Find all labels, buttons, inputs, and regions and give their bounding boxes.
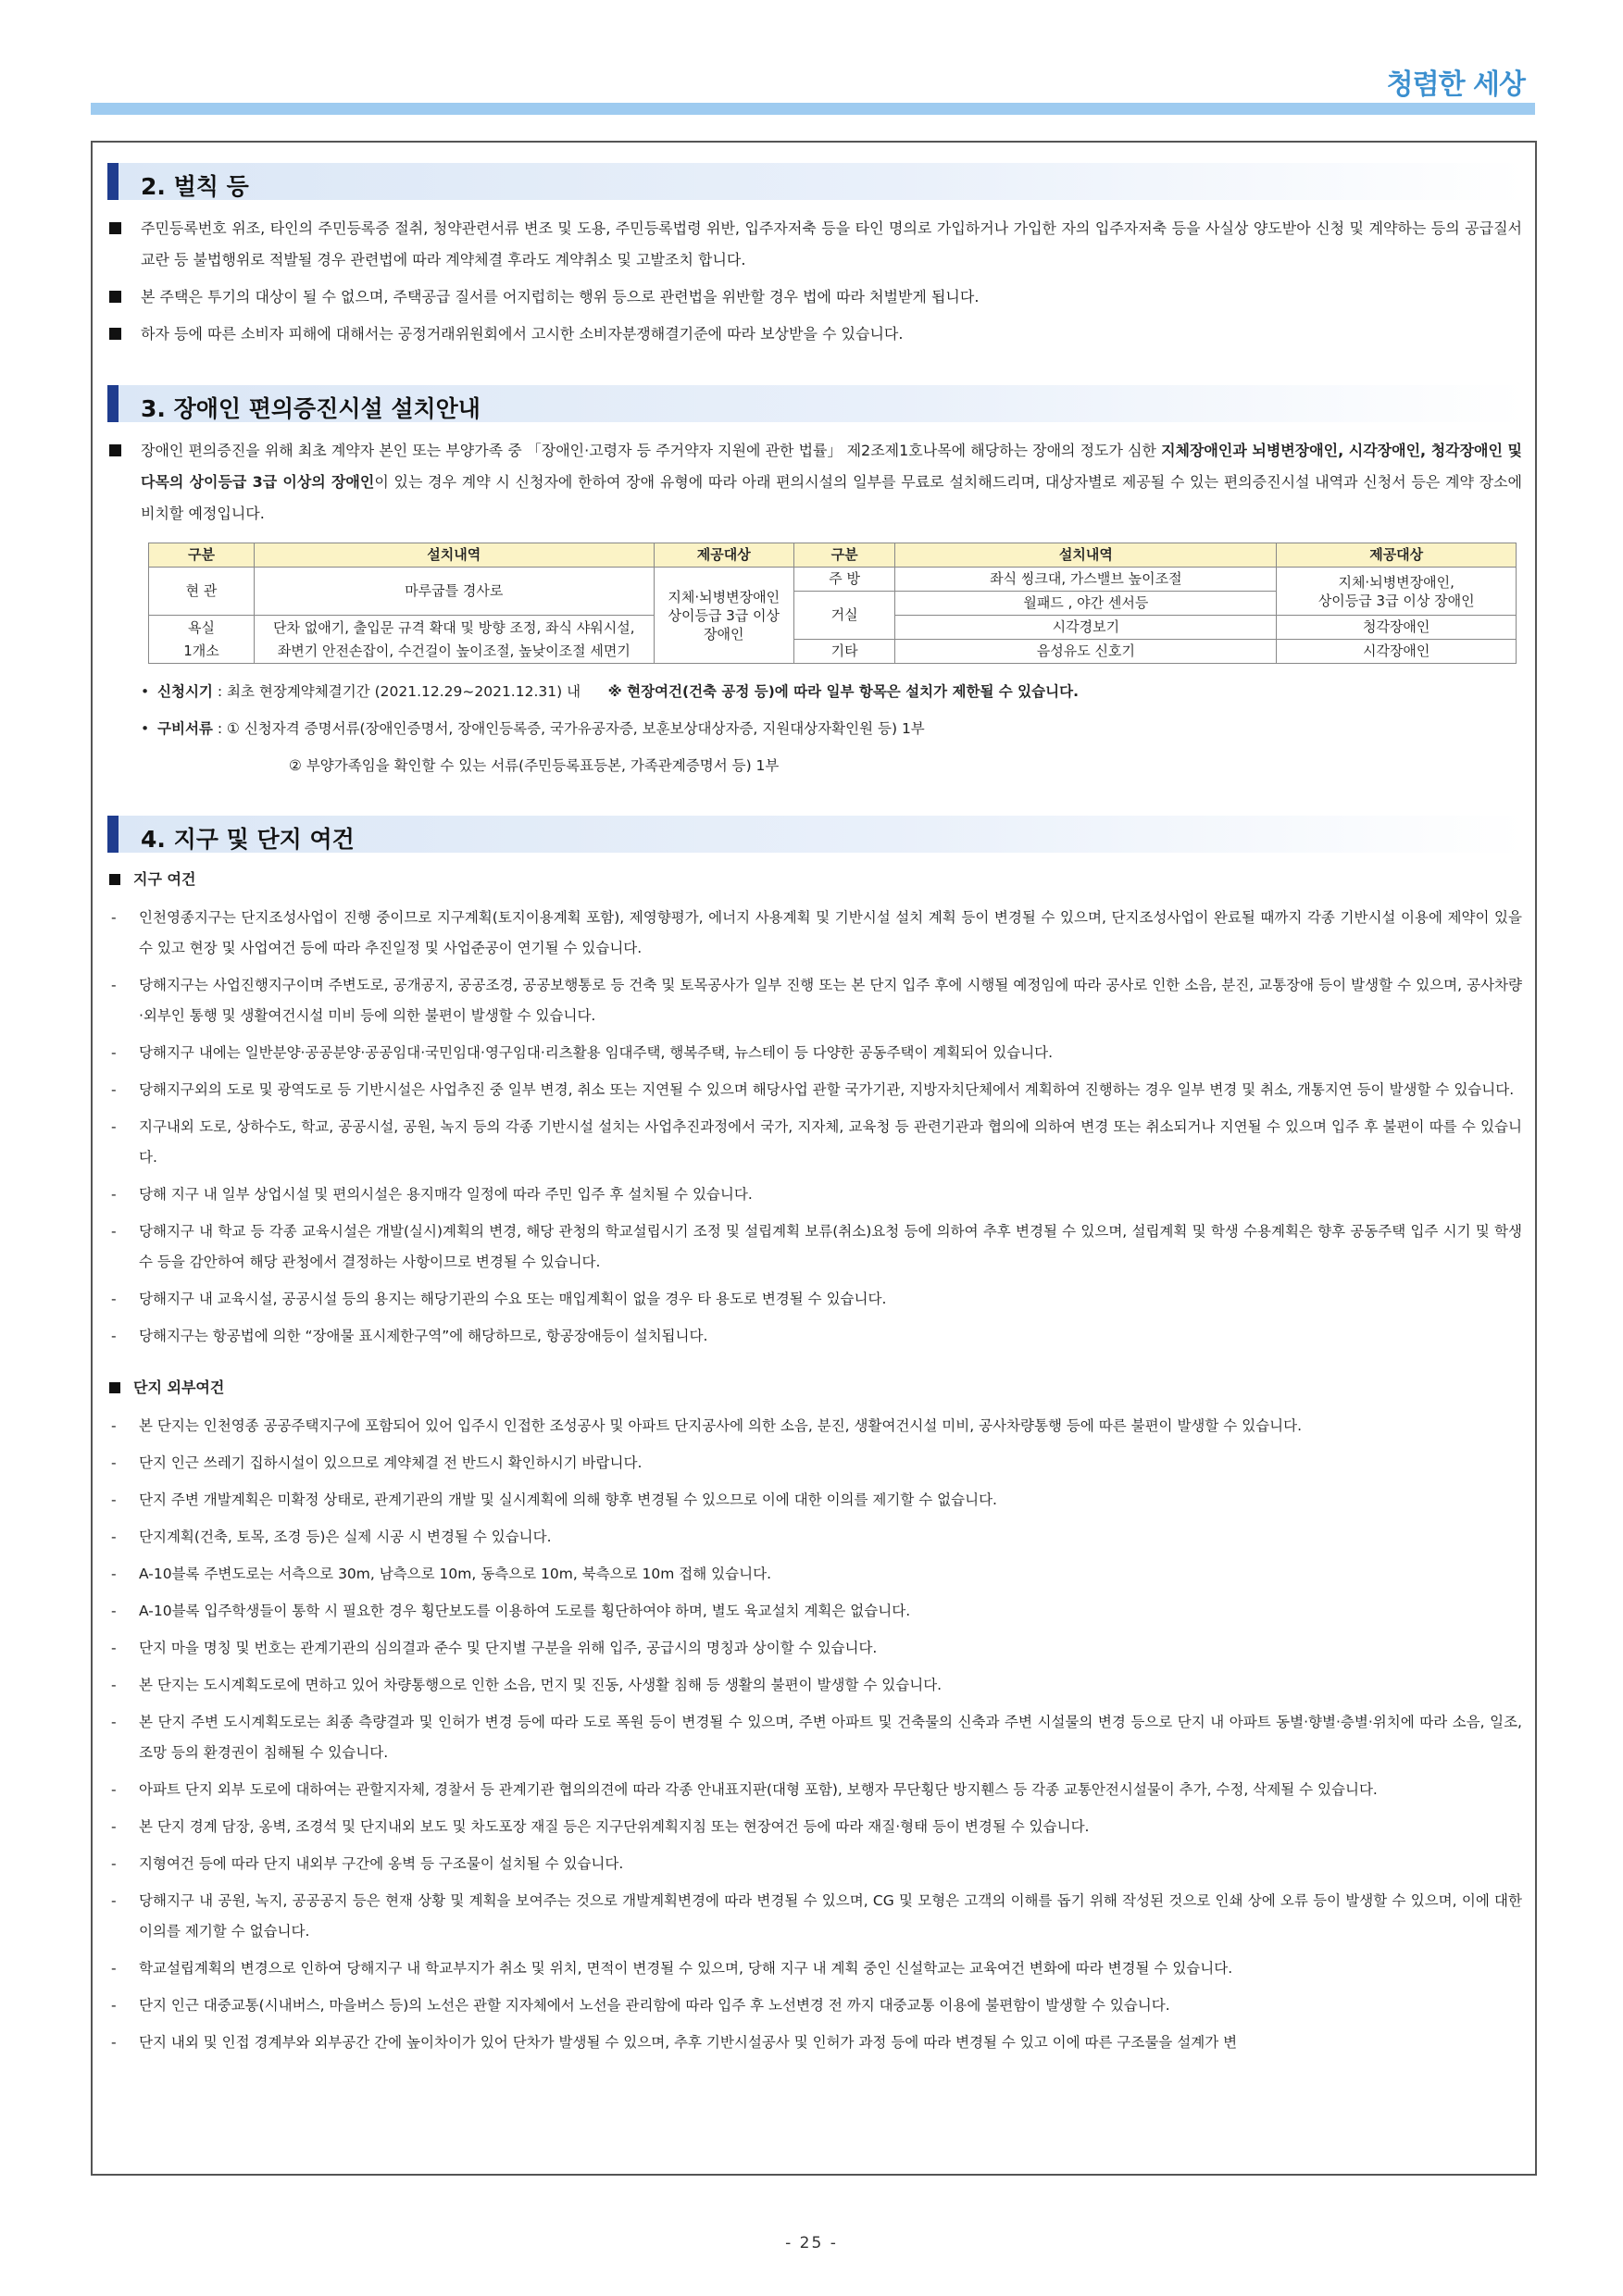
list-item: - 단지계획(건축, 토목, 조경 등)은 실제 시공 시 변경될 수 있습니다. (111, 1529, 552, 1545)
dot-bullet-icon: • (141, 720, 150, 737)
list-item-text: 학교설립계획의 변경으로 인하여 당해지구 내 학교부지가 취소 및 위치, 면적이 변경될 수 있으며, 당해 지구 내 계획 중인 신설학교는 교육여건 변화에 따라 변경될 수 있습니다. (139, 1960, 1233, 1977)
section-2-heading (107, 163, 1526, 200)
complex-external-heading (107, 1374, 1526, 1402)
list-item-text: 인천영종지구는 단지조성사업이 진행 중이므로 지구계획(토지이용계획 포함), 제영향평가, 에너지 사용계획 및 기반시설 설치 계획 등이 변경될 수 있으며, 단지조성사업이 완료될 때까지 각종 기반시설 이용에 제약이 있을 수 있고 현장 및 사업여건 등에 따라 추진일정 및 사업준공이 연기될 수 있습니다. (139, 909, 1522, 956)
list-item-text: 본 단지는 인천영종 공공주택지구에 포함되어 있어 입주시 인접한 조성공사 및 아파트 단지공사에 의한 소음, 분진, 생활여건시설 미비, 공사차량통행 등에 따른 불편이 발생할 수 있습니다. (139, 1417, 1303, 1434)
th-detail: 설치내역 (254, 543, 654, 568)
list-item: - A-10블록 입주학생들이 통학 시 필요한 경우 횡단보도를 이용하여 도로를 횡단하여야 하며, 별도 육교설치 계획은 없습니다. (111, 1603, 911, 1619)
list-item-text: 단지 내외 및 인접 경계부와 외부공간 간에 높이차이가 있어 단차가 발생될 수 있으며, 추후 기반시설공사 및 인허가 과정 등에 따라 변경될 수 있고 이에 따른 구조물을 설계가 변 (139, 2034, 1238, 2051)
list-item: - 본 단지는 도시계획도로에 면하고 있어 차량통행으로 인한 소음, 먼지 및 진동, 사생활 침해 등 생활의 불편이 발생할 수 있습니다. (111, 1677, 943, 1693)
section-2-title: 2. 벌칙 등 (141, 173, 249, 200)
list-item: - 당해지구는 항공법에 의한 “장애물 표시제한구역”에 해당하므로, 항공장애등이 설치됩니다. (111, 1328, 708, 1344)
list-item: - 당해지구 내 학교 등 각종 교육시설은 개발(실시)계획의 변경, 해당 관청의 학교설립시기 조정 및 설립계획 보류(취소)요청 등에 의하여 추후 변경될 수 있으며, 설립계획 및 학생 수용계획은 향후 공동주택 입주 시기 및 학생수 등을 감안하여 해당 관청에서 결정하는 사항이므로 변경될 수 있습니다. (111, 1223, 1522, 1270)
list-item: - 당해지구 내 교육시설, 공공시설 등의 용지는 해당기관의 수요 또는 매입계획이 없을 경우 타 용도로 변경될 수 있습니다. (111, 1291, 887, 1307)
apply-period-value: : 최초 현장계약체결기간 (2021.12.29~2021.12.31) 내 (217, 683, 581, 700)
list-item-text: 단지계획(건축, 토목, 조경 등)은 실제 시공 시 변경될 수 있습니다. (139, 1529, 552, 1545)
list-item-text: 본 단지 경계 담장, 옹벽, 조경석 및 단지내외 보도 및 차도포장 재질 등은 지구단위계획지침 또는 현장여건 등에 따라 재질·형태 등이 변경될 수 있습니다. (139, 1818, 1090, 1835)
list-item-text: 단지 인근 대중교통(시내버스, 마을버스 등)의 노선은 관할 지자체에서 노선을 관리함에 따라 입주 후 노선변경 전 까지 대중교통 이용에 불편함이 발생할 수 있습니다. (139, 1997, 1170, 2014)
dot-bullet-icon: • (141, 683, 150, 700)
th-target-2: 제공대상 (1277, 543, 1517, 568)
subheading-text: 지구 여건 (133, 870, 196, 888)
list-item: - 단지 인근 대중교통(시내버스, 마을버스 등)의 노선은 관할 지자체에서 노선을 관리함에 따라 입주 후 노선변경 전 까지 대중교통 이용에 불편함이 발생할 수 있습니다. (111, 1997, 1170, 2014)
list-item-text: 당해지구는 사업진행지구이며 주변도로, 공개공지, 공공조경, 공공보행통로 등 건축 및 토목공사가 일부 진행 또는 본 단지 입주 후에 시행될 예정임에 따라 공사로 인한 소음, 분진, 교통장애 등이 발생할 수 있으며, 공사차량·외부인 통행 및 생활여건시설 미비 등에 의한 불편이 발생할 수 있습니다. (139, 977, 1522, 1024)
cell-etc-detail: 음성유도 신호기 (895, 640, 1277, 664)
list-item-text: 당해 지구 내 일부 상업시설 및 편의시설은 용지매각 일정에 따라 주민 입주 후 설치될 수 있습니다. (139, 1186, 753, 1203)
th-category-2: 구분 (793, 543, 895, 568)
th-category: 구분 (149, 543, 255, 568)
cell-entrance: 현 관 (149, 568, 255, 616)
intro-text-end: 이 있는 경우 계약 시 신청자에 한하여 장애 유형에 따라 아래 편의시설의 일부를 무료로 설치해드리며, 대상자별로 제공될 수 있는 편의증진시설 내역과 신청서 등은 계약 장소에 비치할 예정입니다. (141, 473, 1522, 522)
apply-note: ※ 현장여건(건축 공정 등)에 따라 일부 항목은 설치가 제한될 수 있습니다. (607, 683, 1079, 700)
list-item-text: 당해지구는 항공법에 의한 “장애물 표시제한구역”에 해당하므로, 항공장애등이 설치됩니다. (139, 1328, 708, 1344)
district-conditions-heading (107, 866, 1526, 893)
list-item: - 단지 마을 명칭 및 번호는 관계기관의 심의결과 준수 및 단지별 구분을 위해 입주, 공급시의 명칭과 상이할 수 있습니다. (111, 1640, 878, 1656)
square-bullet-icon (109, 444, 121, 456)
bullet-text: 본 주택은 투기의 대상이 될 수 없으며, 주택공급 질서를 어지럽히는 행위 등으로 관련법을 위반할 경우 법에 따라 처벌받게 됩니다. (141, 288, 980, 306)
list-item: - 단지 인근 쓰레기 집하시설이 있으므로 계약체결 전 반드시 확인하시기 바랍니다. (111, 1454, 643, 1471)
cell-bathroom-detail: 단차 없애기, 출입문 규격 확대 및 방향 조정, 좌식 샤워시설, 좌변기 안전손잡이, 수건걸이 높이조절, 높낮이조절 세면기 (254, 616, 654, 664)
list-item: - 당해지구 내에는 일반분양·공공분양·공공임대·국민임대·영구임대·리츠활용 임대주택, 행복주택, 뉴스테이 등 다양한 공동주택이 계획되어 있습니다. (111, 1044, 1054, 1061)
page-number: - 25 - (785, 2234, 838, 2252)
list-item: - 당해지구는 사업진행지구이며 주변도로, 공개공지, 공공조경, 공공보행통로 등 건축 및 토목공사가 일부 진행 또는 본 단지 입주 후에 시행될 예정임에 따라 공사로 인한 소음, 분진, 교통장애 등이 발생할 수 있으며, 공사차량·외부인 통행 및 생활여건시설 미비 등에 의한 불편이 발생할 수 있습니다. (111, 977, 1522, 1024)
table-row (149, 568, 1517, 592)
th-target: 제공대상 (654, 543, 793, 568)
content-inner (102, 163, 1526, 2065)
list-item-text: 당해지구 내 공원, 녹지, 공공공지 등은 현재 상황 및 계획을 보여주는 것으로 개발계획변경에 따라 변경될 수 있으며, CG 및 모형은 고객의 이해를 돕기 위해 작성된 것으로 인쇄 상에 오류 등이 발생할 수 있으며, 이에 대한 이의를 제기할 수 없습니다. (139, 1892, 1522, 1940)
section-4-title: 4. 지구 및 단지 여건 (141, 826, 355, 853)
list-item: - 단지 내외 및 인접 경계부와 외부공간 간에 높이차이가 있어 단차가 발생될 수 있으며, 추후 기반시설공사 및 인허가 과정 등에 따라 변경될 수 있고 이에 따른 구조물을 설계가 변 (111, 2034, 1238, 2051)
bullet-text: 주민등록번호 위조, 타인의 주민등록증 절취, 청약관련서류 변조 및 도용, 주민등록법령 위반, 입주자저축 등을 타인 명의로 가입하거나 가입한 자의 입주자저축 등을 사실상 양도받아 신청 및 계약하는 등의 공급질서 교란 등 불법행위로 적발될 경우 관련법에 따라 계약체결 후라도 계약취소 및 고발조치 합니다. (141, 219, 1522, 268)
penalty-bullet-2 (107, 281, 1522, 313)
list-item: - 본 단지 주변 도시계획도로는 최종 측량결과 및 인허가 변경 등에 따라 도로 폭원 등이 변경될 수 있으며, 주변 아파트 및 건축물의 신축과 주변 시설물의 변경 등으로 단지 내 아파트 동별·향별·층별·위치에 따라 소음, 일조, 조망 등의 환경권이 침해될 수 있습니다. (111, 1714, 1522, 1761)
list-item-text: 당해지구 내 교육시설, 공공시설 등의 용지는 해당기관의 수요 또는 매입계획이 없을 경우 타 용도로 변경될 수 있습니다. (139, 1291, 887, 1307)
cell-etc: 기타 (793, 640, 895, 664)
cell-living-target-2: 청각장애인 (1277, 616, 1517, 640)
square-bullet-icon (109, 222, 121, 234)
list-item: - 당해지구 내 공원, 녹지, 공공공지 등은 현재 상황 및 계획을 보여주는 것으로 개발계획변경에 따라 변경될 수 있으며, CG 및 모형은 고객의 이해를 돕기 위해 작성된 것으로 인쇄 상에 오류 등이 발생할 수 있으며, 이에 대한 이의를 제기할 수 없습니다. (111, 1892, 1522, 1940)
cell-bathroom: 욕실 1개소 (149, 616, 255, 664)
content-frame (91, 141, 1537, 2176)
cell-kitchen-target: 지체·뇌병변장애인, 상이등급 3급 이상 장애인 (1277, 568, 1517, 616)
list-item-text: A-10블록 주변도로는 서측으로 30m, 남측으로 10m, 동측으로 10m, 북측으로 10m 접해 있습니다. (139, 1566, 771, 1582)
list-item-text: A-10블록 입주학생들이 통학 시 필요한 경우 횡단보도를 이용하여 도로를 횡단하여야 하며, 별도 육교설치 계획은 없습니다. (139, 1603, 911, 1619)
apply-period-line (107, 673, 1526, 710)
square-bullet-icon (109, 291, 121, 303)
list-item: - 단지 주변 개발계획은 미확정 상태로, 관계기관의 개발 및 실시계획에 의해 향후 변경될 수 있으므로 이에 대한 이의를 제기할 수 없습니다. (111, 1491, 997, 1508)
header-band (91, 103, 1535, 115)
table-header-row (149, 543, 1517, 568)
list-item-text: 당해지구 내에는 일반분양·공공분양·공공임대·국민임대·영구임대·리츠활용 임대주택, 행복주택, 뉴스테이 등 다양한 공동주택이 계획되어 있습니다. (139, 1044, 1054, 1061)
square-bullet-icon (109, 1382, 120, 1393)
list-item-text: 단지 인근 쓰레기 집하시설이 있으므로 계약체결 전 반드시 확인하시기 바랍니다. (139, 1454, 643, 1471)
section-3-heading (107, 385, 1526, 422)
list-item: - 당해 지구 내 일부 상업시설 및 편의시설은 용지매각 일정에 따라 주민 입주 후 설치될 수 있습니다. (111, 1186, 753, 1203)
subheading-text: 단지 외부여건 (133, 1379, 225, 1396)
square-bullet-icon (109, 874, 120, 885)
list-item-text: 단지 주변 개발계획은 미확정 상태로, 관계기관의 개발 및 실시계획에 의해 향후 변경될 수 있으므로 이에 대한 이의를 제기할 수 없습니다. (139, 1491, 997, 1508)
intro-bold-text: 지체장애인과 뇌병변장애인, 시각장애인, 청각장애인 및 다목의 상이등급 3급 이상의 장애인 (141, 442, 1523, 491)
section-4-heading (107, 816, 1526, 853)
apply-period-label: 신청시기 (157, 683, 213, 700)
list-item: - 본 단지 경계 담장, 옹벽, 조경석 및 단지내외 보도 및 차도포장 재질 등은 지구단위계획지침 또는 현장여건 등에 따라 재질·형태 등이 변경될 수 있습니다. (111, 1818, 1090, 1835)
list-item: - 인천영종지구는 단지조성사업이 진행 중이므로 지구계획(토지이용계획 포함), 제영향평가, 에너지 사용계획 및 기반시설 설치 계획 등이 변경될 수 있으며, 단지조성사업이 완료될 때까지 각종 기반시설 이용에 제약이 있을 수 있고 현장 및 사업여건 등에 따라 추진일정 및 사업준공이 연기될 수 있습니다. (111, 909, 1522, 956)
list-item: - 지형여건 등에 따라 단지 내외부 구간에 옹벽 등 구조물이 설치될 수 있습니다. (111, 1855, 624, 1872)
logo-text: 청렴한 세상 (1386, 69, 1525, 101)
cell-entrance-detail: 마루굽틀 경사로 (254, 568, 654, 616)
document-1: : ① 신청자격 증명서류(장애인증명서, 장애인등록증, 국가유공자증, 보훈보상대상자증, 지원대상자확인원 등) 1부 (217, 720, 925, 737)
list-item-text: 지구내외 도로, 상하수도, 학교, 공공시설, 공원, 녹지 등의 각종 기반시설 설치는 사업추진과정에서 국가, 지자체, 교육청 등 관련기관과 협의에 의하여 변경 또는 취소되거나 지연될 수 있으며 입주 후 불편이 따를 수 있습니다. (139, 1118, 1522, 1166)
list-item: - 학교설립계획의 변경으로 인하여 당해지구 내 학교부지가 취소 및 위치, 면적이 변경될 수 있으며, 당해 지구 내 계획 중인 신설학교는 교육여건 변화에 따라 변경될 수 있습니다. (111, 1960, 1233, 1977)
document-2: ② 부양가족임을 확인할 수 있는 서류(주민등록표등본, 가족관계증명서 등) 1부 (289, 757, 780, 774)
section-3-title: 3. 장애인 편의증진시설 설치안내 (141, 395, 481, 422)
list-item: - A-10블록 주변도로는 서측으로 30m, 남측으로 10m, 동측으로 10m, 북측으로 10m 접해 있습니다. (111, 1566, 771, 1582)
cell-living-detail-2: 시각경보기 (895, 616, 1277, 640)
th-detail-2: 설치내역 (895, 543, 1277, 568)
square-bullet-icon (109, 328, 121, 340)
penalty-bullet-1 (107, 213, 1522, 276)
cell-living: 거실 (793, 592, 895, 640)
cell-etc-target: 시각장애인 (1277, 640, 1517, 664)
penalty-bullet-3 (107, 318, 1522, 350)
list-item-text: 단지 마을 명칭 및 번호는 관계기관의 심의결과 준수 및 단지별 구분을 위해 입주, 공급시의 명칭과 상이할 수 있습니다. (139, 1640, 878, 1656)
cell-living-detail-1: 월패드 , 야간 센서등 (895, 592, 1277, 616)
documents-line-2 (107, 747, 1526, 784)
list-item-text: 당해지구 내 학교 등 각종 교육시설은 개발(실시)계획의 변경, 해당 관청의 학교설립시기 조정 및 설립계획 보류(취소)요청 등에 의하여 추후 변경될 수 있으며, 설립계획 및 학생 수용계획은 향후 공동주택 입주 시기 및 학생수 등을 감안하여 해당 관청에서 결정하는 사항이므로 변경될 수 있습니다. (139, 1223, 1522, 1270)
documents-line (107, 710, 1526, 747)
list-item: - 아파트 단지 외부 도로에 대하여는 관할지자체, 경찰서 등 관계기관 협의의견에 따라 각종 안내표지판(대형 포함), 보행자 무단횡단 방지휀스 등 각종 교통안전시설물이 추가, 수정, 삭제될 수 있습니다. (111, 1781, 1378, 1798)
intro-text: 장애인 편의증진을 위해 최초 계약자 본인 또는 부양가족 중 「장애인·고령자 등 주거약자 지원에 관한 법률」 제2조제1호나목에 해당하는 장애의 정도가 심한 (141, 442, 1162, 459)
cell-kitchen-detail: 좌식 씽크대, 가스밸브 높이조절 (895, 568, 1277, 592)
facility-table (148, 543, 1517, 664)
cell-kitchen: 주 방 (793, 568, 895, 592)
list-item: - 본 단지는 인천영종 공공주택지구에 포함되어 있어 입주시 인접한 조성공사 및 아파트 단지공사에 의한 소음, 분진, 생활여건시설 미비, 공사차량통행 등에 따른 불편이 발생할 수 있습니다. (111, 1417, 1303, 1434)
list-item: - 당해지구외의 도로 및 광역도로 등 기반시설은 사업추진 중 일부 변경, 취소 또는 지연될 수 있으며 해당사업 관할 국가기관, 지방자치단체에서 계획하여 진행하는 경우 일부 변경 및 취소, 개통지연 등이 발생할 수 있습니다. (111, 1081, 1515, 1098)
brand-logo (1387, 61, 1525, 102)
list-item: - 지구내외 도로, 상하수도, 학교, 공공시설, 공원, 녹지 등의 각종 기반시설 설치는 사업추진과정에서 국가, 지자체, 교육청 등 관련기관과 협의에 의하여 변경 또는 취소되거나 지연될 수 있으며 입주 후 불편이 따를 수 있습니다. (111, 1118, 1522, 1166)
documents-label: 구비서류 (157, 720, 213, 737)
accessibility-intro (107, 435, 1522, 530)
cell-left-target: 지체·뇌병변장애인 상이등급 3급 이상 장애인 (654, 568, 793, 664)
list-item-text: 본 단지는 도시계획도로에 면하고 있어 차량통행으로 인한 소음, 먼지 및 진동, 사생활 침해 등 생활의 불편이 발생할 수 있습니다. (139, 1677, 943, 1693)
list-item-text: 당해지구외의 도로 및 광역도로 등 기반시설은 사업추진 중 일부 변경, 취소 또는 지연될 수 있으며 해당사업 관할 국가기관, 지방자치단체에서 계획하여 진행하는 경우 일부 변경 및 취소, 개통지연 등이 발생할 수 있습니다. (139, 1081, 1515, 1098)
list-item-text: 본 단지 주변 도시계획도로는 최종 측량결과 및 인허가 변경 등에 따라 도로 폭원 등이 변경될 수 있으며, 주변 아파트 및 건축물의 신축과 주변 시설물의 변경 등으로 단지 내 아파트 동별·향별·층별·위치에 따라 소음, 일조, 조망 등의 환경권이 침해될 수 있습니다. (139, 1714, 1522, 1761)
list-item-text: 지형여건 등에 따라 단지 내외부 구간에 옹벽 등 구조물이 설치될 수 있습니다. (139, 1855, 624, 1872)
list-item-text: 아파트 단지 외부 도로에 대하여는 관할지자체, 경찰서 등 관계기관 협의의견에 따라 각종 안내표지판(대형 포함), 보행자 무단횡단 방지휀스 등 각종 교통안전시설물이 추가, 수정, 삭제될 수 있습니다. (139, 1781, 1378, 1798)
bullet-text: 하자 등에 따른 소비자 피해에 대해서는 공정거래위원회에서 고시한 소비자분쟁해결기준에 따라 보상받을 수 있습니다. (141, 325, 904, 343)
